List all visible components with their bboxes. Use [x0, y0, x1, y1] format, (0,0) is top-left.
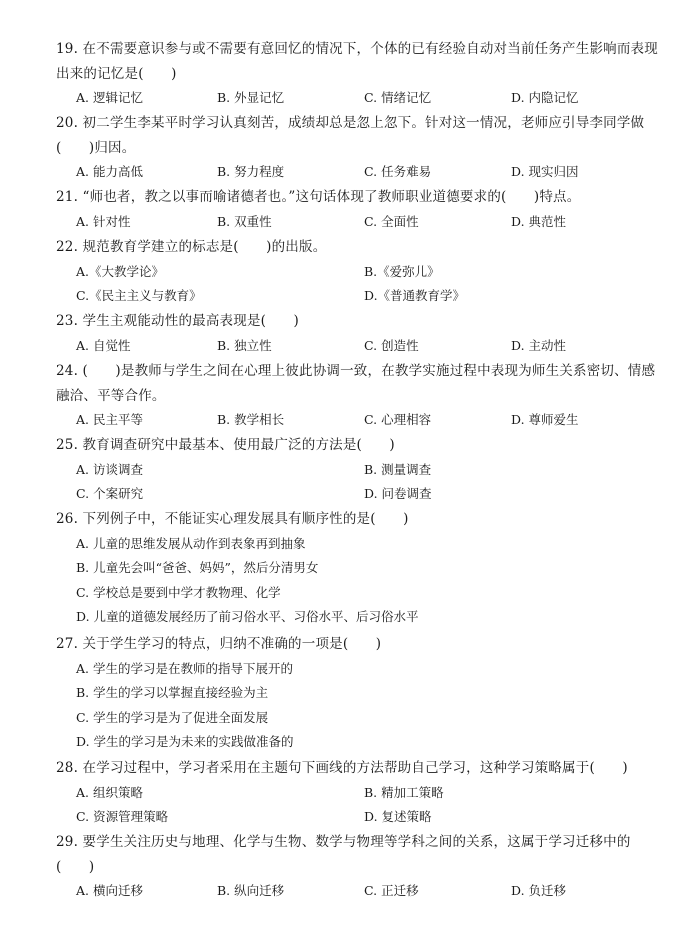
option-c: C. 资源管理策略	[76, 809, 169, 824]
option-c: C. 创造性	[364, 337, 419, 353]
question-stem: 25. 教育调查研究中最基本、使用最广泛的方法是( )	[56, 437, 395, 453]
question-stem: 23. 学生主观能动性的最高表现是( )	[56, 313, 299, 329]
question-stem: 21. “师也者，教之以事而喻诸德者也。”这句话体现了教师职业道德要求的( )特点。	[56, 189, 581, 205]
option-d: D. 典范性	[511, 213, 567, 229]
options-row	[56, 805, 666, 830]
question-stem: 20. 初二学生李某平时学习认真刻苦，成绩却总是忽上忽下。针对这一情况，老师应引导李同学做( )归因。	[56, 115, 645, 156]
option-d: D. 尊师爱生	[511, 412, 579, 427]
question-28	[56, 756, 666, 830]
question-24	[56, 359, 666, 433]
question-25	[56, 433, 666, 507]
option-c: C. 个案研究	[76, 486, 144, 501]
option-d: D. 现实归因	[511, 164, 579, 179]
option-c: C. 学生的学习是为了促进全面发展	[76, 709, 269, 725]
option-b: B. 精加工策略	[364, 784, 444, 800]
option-a: A.《大教学论》	[76, 263, 165, 279]
option-a: A. 组织策略	[76, 784, 143, 800]
options-row	[56, 86, 666, 111]
options-row	[56, 879, 666, 904]
option-d: D. 问卷调查	[364, 486, 432, 501]
question-19	[56, 37, 666, 111]
option-a: A. 逻辑记忆	[76, 90, 143, 105]
question-23	[56, 309, 666, 358]
option-c: C. 学校总是要到中学才教物理、化学	[76, 584, 281, 600]
option-b: B. 独立性	[217, 337, 272, 353]
question-29	[56, 830, 666, 904]
option-a: A. 儿童的思维发展从动作到表象再到抽象	[76, 535, 306, 551]
question-stem: 27. 关于学生学习的特点，归纳不准确的一项是( )	[56, 636, 382, 652]
option-d: D. 儿童的道德发展经历了前习俗水平、习俗水平、后习俗水平	[76, 609, 419, 624]
option-a: A. 横向迁移	[76, 883, 143, 898]
options-row	[56, 284, 666, 309]
option-d: D. 主动性	[511, 337, 567, 353]
question-22	[56, 235, 666, 309]
option-b: B. 教学相长	[217, 412, 285, 427]
option-a: A. 民主平等	[76, 412, 143, 427]
options-row	[56, 160, 666, 185]
option-a: A. 自觉性	[76, 337, 131, 353]
option-b: B. 纵向迁移	[217, 883, 285, 898]
option-c: C. 任务难易	[364, 164, 432, 179]
option-d: D.《普通教育学》	[364, 288, 466, 303]
option-a: A. 学生的学习是在教师的指导下展开的	[76, 660, 293, 676]
option-c: C.《民主主义与教育》	[76, 288, 202, 303]
question-27	[56, 632, 666, 755]
option-b: B. 学生的学习以掌握直接经验为主	[76, 685, 269, 700]
option-d: D. 学生的学习是为未来的实践做准备的	[76, 734, 294, 749]
option-b: B. 测量调查	[364, 461, 432, 477]
option-d: D. 复述策略	[364, 809, 432, 824]
question-stem: 19. 在不需要意识参与或不需要有意回忆的情况下，个体的已有经验自动对当前任务产生影响而表现出来的记忆是( )	[56, 41, 658, 82]
question-21	[56, 185, 666, 234]
option-b: B. 努力程度	[217, 164, 285, 179]
question-20	[56, 111, 666, 185]
option-c: C. 心理相容	[364, 412, 432, 427]
option-c: C. 全面性	[364, 213, 419, 229]
options-row	[56, 260, 666, 285]
options-row	[56, 482, 666, 507]
option-d: D. 负迁移	[511, 883, 567, 898]
option-d: D. 内隐记忆	[511, 90, 579, 105]
options-row	[56, 781, 666, 806]
options-row	[56, 458, 666, 483]
question-stem: 26. 下列例子中，不能证实心理发展具有顺序性的是( )	[56, 511, 409, 527]
option-c: C. 情绪记忆	[364, 90, 432, 105]
question-stem: 22. 规范教育学建立的标志是( )的出版。	[56, 239, 327, 255]
question-stem: 28. 在学习过程中，学习者采用在主题句下画线的方法帮助自己学习，这种学习策略属于( )	[56, 760, 628, 776]
options-row	[56, 334, 666, 359]
option-b: B. 儿童先会叫“爸爸、妈妈”，然后分清男女	[76, 560, 319, 575]
option-b: B. 双重性	[217, 213, 272, 229]
option-a: A. 访谈调查	[76, 461, 143, 477]
question-26	[56, 507, 666, 630]
options-row	[56, 210, 666, 235]
option-a: A. 针对性	[76, 213, 131, 229]
option-a: A. 能力高低	[76, 164, 143, 179]
options-row	[56, 408, 666, 433]
option-b: B.《爱弥儿》	[364, 263, 440, 279]
question-stem: 24. ( )是教师与学生之间在心理上彼此协调一致，在教学实施过程中表现为师生关系密切、情感融洽、平等合作。	[56, 363, 656, 404]
option-c: C. 正迁移	[364, 883, 419, 898]
option-b: B. 外显记忆	[217, 90, 285, 105]
question-stem: 29. 要学生关注历史与地理、化学与生物、数学与物理等学科之间的关系，这属于学习迁移中的( )	[56, 834, 631, 875]
